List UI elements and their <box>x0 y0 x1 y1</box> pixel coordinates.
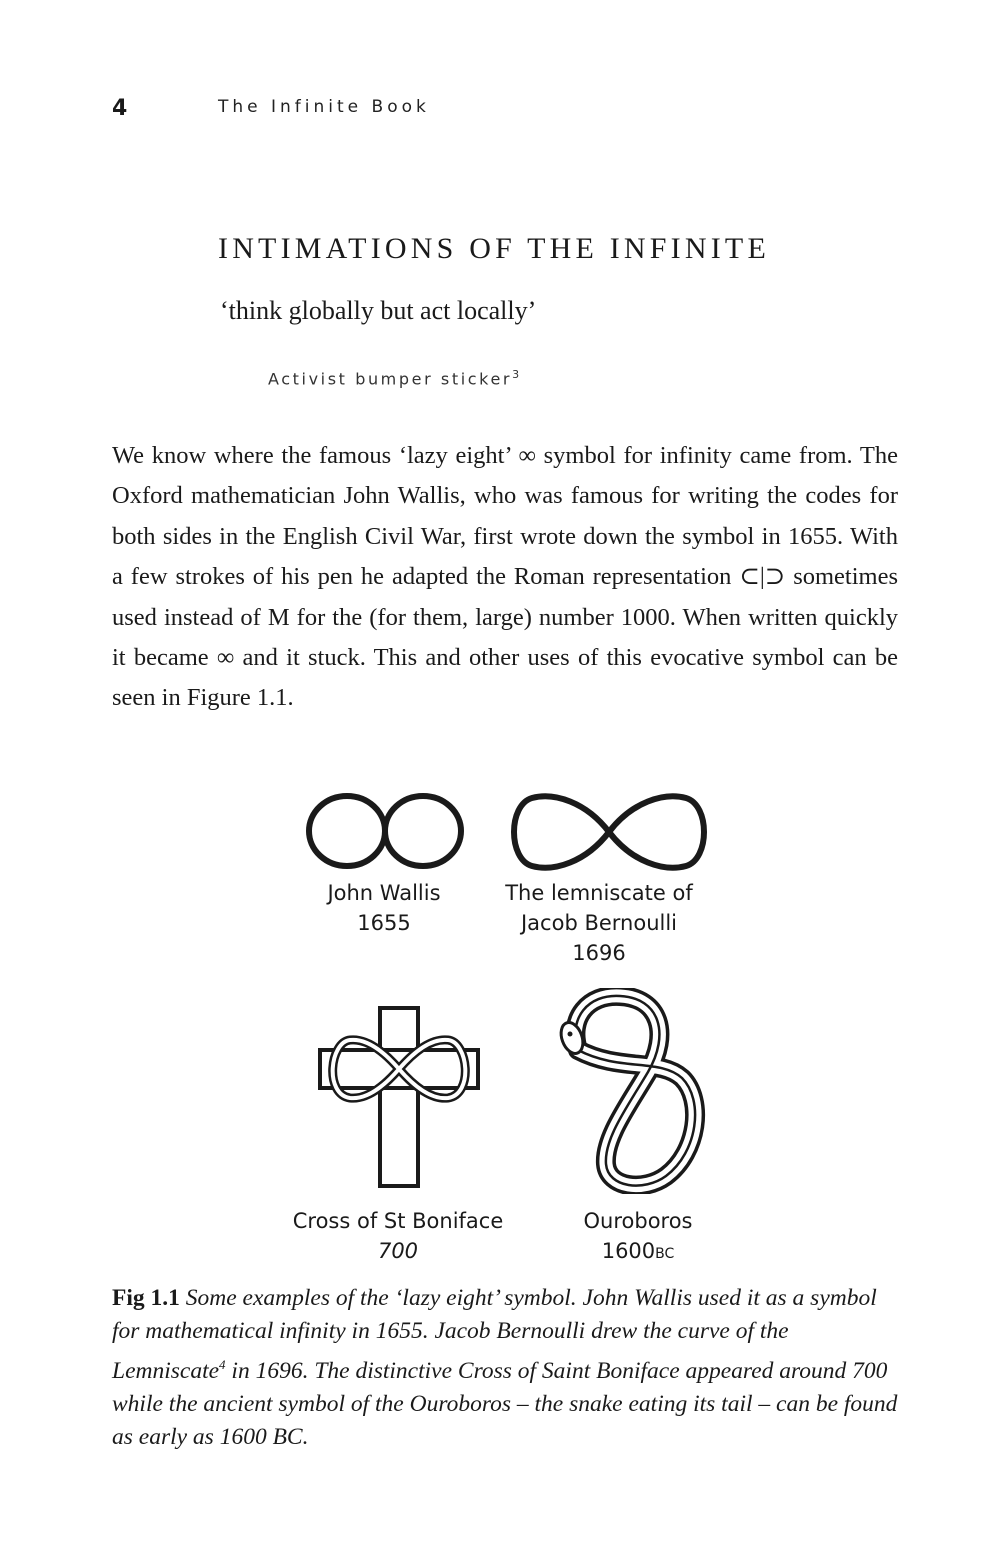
label-year: 700 <box>377 1239 419 1263</box>
running-header-title: The Infinite Book <box>218 97 430 117</box>
wallis-infinity-icon <box>300 786 470 876</box>
attribution-text: Activist bumper sticker <box>268 369 513 389</box>
label-name: John Wallis <box>327 881 441 905</box>
figure-label-bernoulli <box>486 878 712 968</box>
section-heading: INTIMATIONS OF THE INFINITE <box>218 232 770 265</box>
label-name: Ouroboros <box>583 1209 693 1233</box>
page-number: 4 <box>112 96 128 121</box>
figure-caption-label: Fig 1.1 <box>112 1285 180 1311</box>
figure-caption <box>112 1282 898 1454</box>
caption-text-2: in 1696. The distinctive Cross of Saint Boniface appeared around 700 while the ancient symbol of the Ouroboros – the snake eating its tail – can be found as early as 1600 BC. <box>112 1357 898 1450</box>
ouroboros-icon <box>548 988 724 1194</box>
epigraph: ‘think globally but act locally’ <box>220 296 537 325</box>
label-year-line <box>556 1236 720 1269</box>
label-year: 1655 <box>357 911 411 935</box>
epigraph-attribution <box>268 368 520 388</box>
lemniscate-icon <box>506 784 712 880</box>
cross-of-st-boniface-icon <box>316 1004 482 1190</box>
label-year: 1696 <box>572 941 626 965</box>
figure-label-wallis <box>302 878 466 938</box>
label-name-line2: Jacob Bernoulli <box>520 911 678 935</box>
label-year-suffix: BC <box>655 1246 675 1262</box>
caption-text-1: Some examples of the ‘lazy eight’ symbol. John Wallis used it as a symbol for mathematical infinity in 1655. Jacob Bernoulli drew the curve of the Lemniscate <box>112 1285 877 1384</box>
label-name: Cross of St Boniface <box>292 1209 504 1233</box>
label-year: 1600 <box>601 1239 656 1263</box>
figure-label-ouroboros <box>556 1206 720 1269</box>
body-paragraph: We know where the famous ‘lazy eight’ ∞ symbol for infinity came from. The Oxford mathematician John Wallis, who was famous for writing the codes for both sides in the English Civil War, first wrote down the symbol in 1655. With a few strokes of his pen he adapted the Roman representation ⊂|⊃ sometimes used instead of M for the (for them, large) number 1000. When written quickly it became ∞ and it stuck. This and other uses of this evocative symbol can be seen in Figure 1.1. <box>112 442 898 712</box>
footnote-ref-4: 4 <box>219 1357 226 1372</box>
figure-label-boniface <box>272 1206 524 1266</box>
label-name-line1: The lemniscate of <box>505 881 693 905</box>
footnote-ref-3: 3 <box>512 368 521 381</box>
